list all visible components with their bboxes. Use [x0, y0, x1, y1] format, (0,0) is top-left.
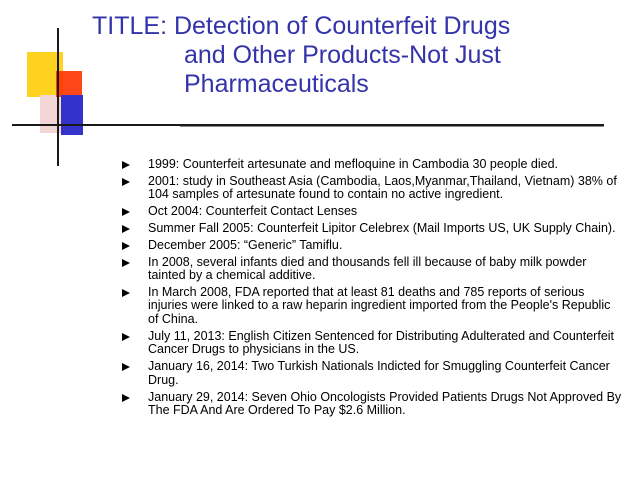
- list-item-text: January 16, 2014: Two Turkish Nationals Indicted for Smuggling Counterfeit Cancer Drug.: [148, 359, 610, 387]
- list-item-text: Oct 2004: Counterfeit Contact Lenses: [148, 204, 358, 219]
- list-item-text: In March 2008, FDA reported that at least 81 deaths and 785 reports of serious injuries were linked to a raw heparin ingredient imported from the People's Republic of China.: [148, 284, 611, 327]
- list-item: [122, 391, 622, 418]
- list-item: [122, 175, 622, 202]
- list-item-text: 1999: Counterfeit artesunate and mefloquine in Cambodia 30 people died.: [148, 157, 559, 171]
- arrow-bullet-icon: [122, 394, 130, 402]
- list-item: [122, 205, 622, 219]
- list-item: [122, 286, 622, 327]
- title-line-2: and Other Products-Not Just: [184, 41, 501, 69]
- list-item: [122, 360, 622, 387]
- list-item-text: July 11, 2013: English Citizen Sentenced for Distributing Adulterated and Counterfeit Cancer Drugs to physicians in the US.: [148, 328, 615, 357]
- decorative-red-square: [56, 71, 82, 97]
- list-item-text: In 2008, several infants died and thousands fell ill because of baby milk powder tainted by a chemical additive.: [148, 254, 587, 283]
- list-item-text: January 29, 2014: Seven Ohio Oncologists Provided Patients Drugs Not Approved By The FDA And Are Ordered To Pay $2.6 Million.: [148, 389, 622, 418]
- list-item-text: 2001: study in Southeast Asia (Cambodia, Laos,Myanmar,Thailand, Vietnam) 38% of 104 samples of artesunate found to contain no active ingredient.: [148, 173, 617, 202]
- list-item: [122, 256, 622, 283]
- arrow-bullet-icon: [122, 161, 130, 169]
- decorative-blue-square: [61, 95, 83, 135]
- list-item-text: Summer Fall 2005: Counterfeit Lipitor Celebrex (Mail Imports US, UK Supply Chain).: [148, 220, 616, 235]
- list-item: [122, 239, 622, 253]
- decorative-vertical-line: [57, 28, 59, 166]
- arrow-bullet-icon: [122, 333, 130, 341]
- bullet-list: [122, 158, 622, 421]
- list-item: [122, 330, 622, 357]
- title-line-1: TITLE: Detection of Counterfeit Drugs: [92, 12, 511, 40]
- arrow-bullet-icon: [122, 363, 130, 371]
- title-line-3: Pharmaceuticals: [184, 70, 369, 98]
- arrow-bullet-icon: [122, 289, 130, 297]
- arrow-bullet-icon: [122, 178, 130, 186]
- arrow-bullet-icon: [122, 259, 130, 267]
- arrow-bullet-icon: [122, 208, 130, 216]
- list-item: [122, 158, 622, 172]
- list-item: [122, 222, 622, 236]
- list-item-text: December 2005: “Generic” Tamiflu.: [148, 237, 343, 252]
- arrow-bullet-icon: [122, 242, 130, 250]
- title-underline-shadow: [180, 126, 604, 127]
- slide-title: [92, 12, 510, 99]
- arrow-bullet-icon: [122, 225, 130, 233]
